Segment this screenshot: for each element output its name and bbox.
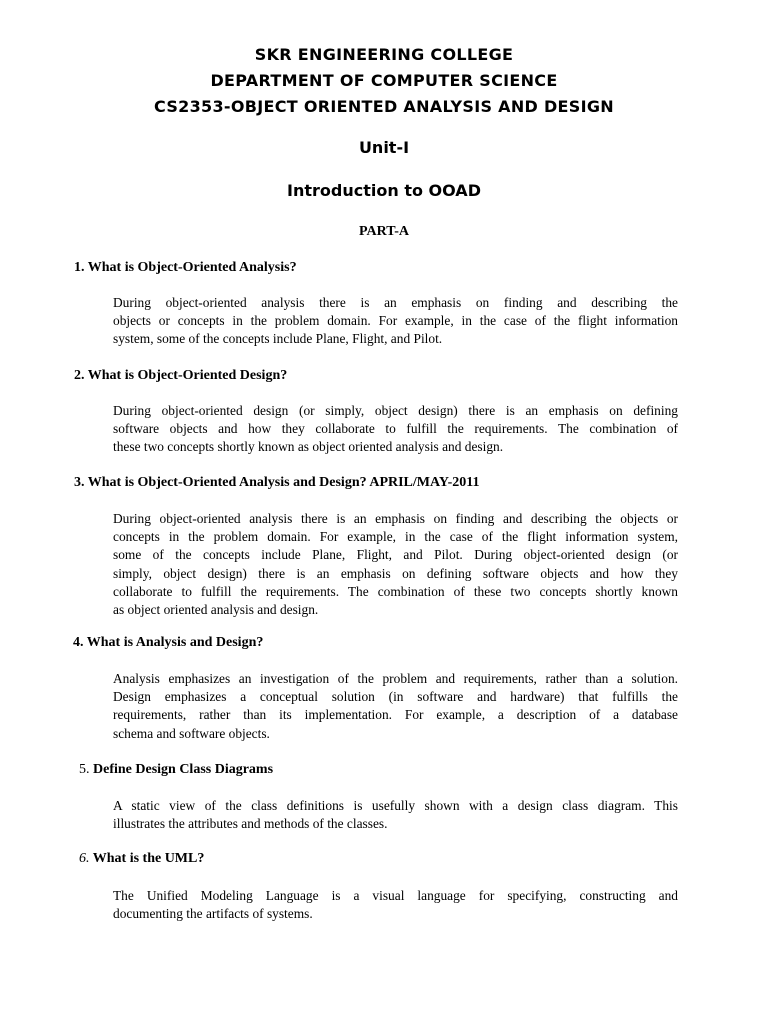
answer-line: these two concepts shortly known as object oriented analysis and design.: [113, 439, 504, 455]
answer-paragraph: [113, 294, 678, 349]
answer-paragraph: [113, 797, 678, 833]
question-heading: [79, 762, 273, 778]
department-name: DEPARTMENT OF COMPUTER SCIENCE: [210, 71, 558, 90]
question-title: What is the UML?: [92, 851, 205, 866]
unit-title: Introduction to OOAD: [287, 181, 481, 200]
question-title: Define Design Class Diagrams: [93, 762, 274, 777]
answer-paragraph: [113, 670, 678, 743]
answer-line: During object-oriented analysis there is an emphasis on finding and describing the: [113, 295, 678, 310]
question-heading: [74, 475, 480, 491]
answer-line: software objects and how they collaborate to fulfill the requirements. The combination of: [113, 421, 678, 437]
answer-line: as object oriented analysis and design.: [113, 602, 319, 618]
answer-line: system, some of the concepts include Plane, Flight, and Pilot.: [113, 331, 443, 347]
answer-line: concepts in the problem domain. For example, in the case of the flight information system,: [113, 529, 678, 545]
answer-paragraph: [113, 402, 678, 457]
answer-paragraph: [113, 510, 678, 619]
course-title: CS2353-OBJECT ORIENTED ANALYSIS AND DESIGN: [154, 97, 614, 116]
answer-line: schema and software objects.: [113, 725, 270, 741]
question-heading: [79, 851, 204, 867]
question-heading: [74, 260, 297, 276]
question-number: 4.: [73, 635, 84, 650]
answer-line: During object-oriented analysis there is an emphasis on finding and describing the objects or: [113, 511, 678, 526]
question-heading: [74, 368, 287, 384]
question-number: 5.: [79, 762, 90, 777]
document-header: [0, 42, 768, 120]
answer-paragraph: [113, 887, 678, 923]
question-number: 6.: [79, 851, 90, 866]
question-title: What is Object-Oriented Analysis?: [87, 260, 297, 275]
answer-line: During object-oriented design (or simply, object design) there is an emphasis on defining: [113, 403, 678, 418]
answer-line: collaborate to fulfill the requirements. The combination of these two concepts shortly known: [113, 583, 678, 599]
answer-line: requirements, rather than its implementation. For example, a description of a database: [113, 707, 678, 723]
question-heading: [73, 635, 263, 651]
answer-line: A static view of the class definitions is usefully shown with a design class diagram. This: [113, 798, 678, 813]
unit-heading: Unit-I: [358, 138, 410, 157]
question-number: 3.: [74, 475, 85, 490]
question-title: What is Object-Oriented Analysis and Design? APRIL/MAY-2011: [87, 475, 480, 490]
answer-line: objects or concepts in the problem domain. For example, in the case of the flight information: [113, 313, 678, 329]
answer-line: Design emphasizes a conceptual solution (in software and hardware) that fulfills the: [113, 689, 678, 705]
question-number: 2.: [74, 368, 85, 383]
part-heading: PART-A: [358, 224, 410, 239]
answer-line: some of the concepts include Plane, Flight, and Pilot. During object-oriented design (or: [113, 547, 678, 563]
answer-line: illustrates the attributes and methods of the classes.: [113, 816, 388, 832]
question-number: 1.: [74, 260, 85, 275]
question-title: What is Object-Oriented Design?: [87, 368, 288, 383]
college-name: SKR ENGINEERING COLLEGE: [254, 45, 514, 64]
question-title: What is Analysis and Design?: [86, 635, 264, 650]
answer-line: documenting the artifacts of systems.: [113, 906, 313, 922]
answer-line: Analysis emphasizes an investigation of the problem and requirements, rather than a solution.: [113, 671, 678, 686]
answer-line: The Unified Modeling Language is a visual language for specifying, constructing and: [113, 888, 678, 903]
answer-line: simply, object design) there is an emphasis on defining software objects and how they: [113, 565, 678, 581]
